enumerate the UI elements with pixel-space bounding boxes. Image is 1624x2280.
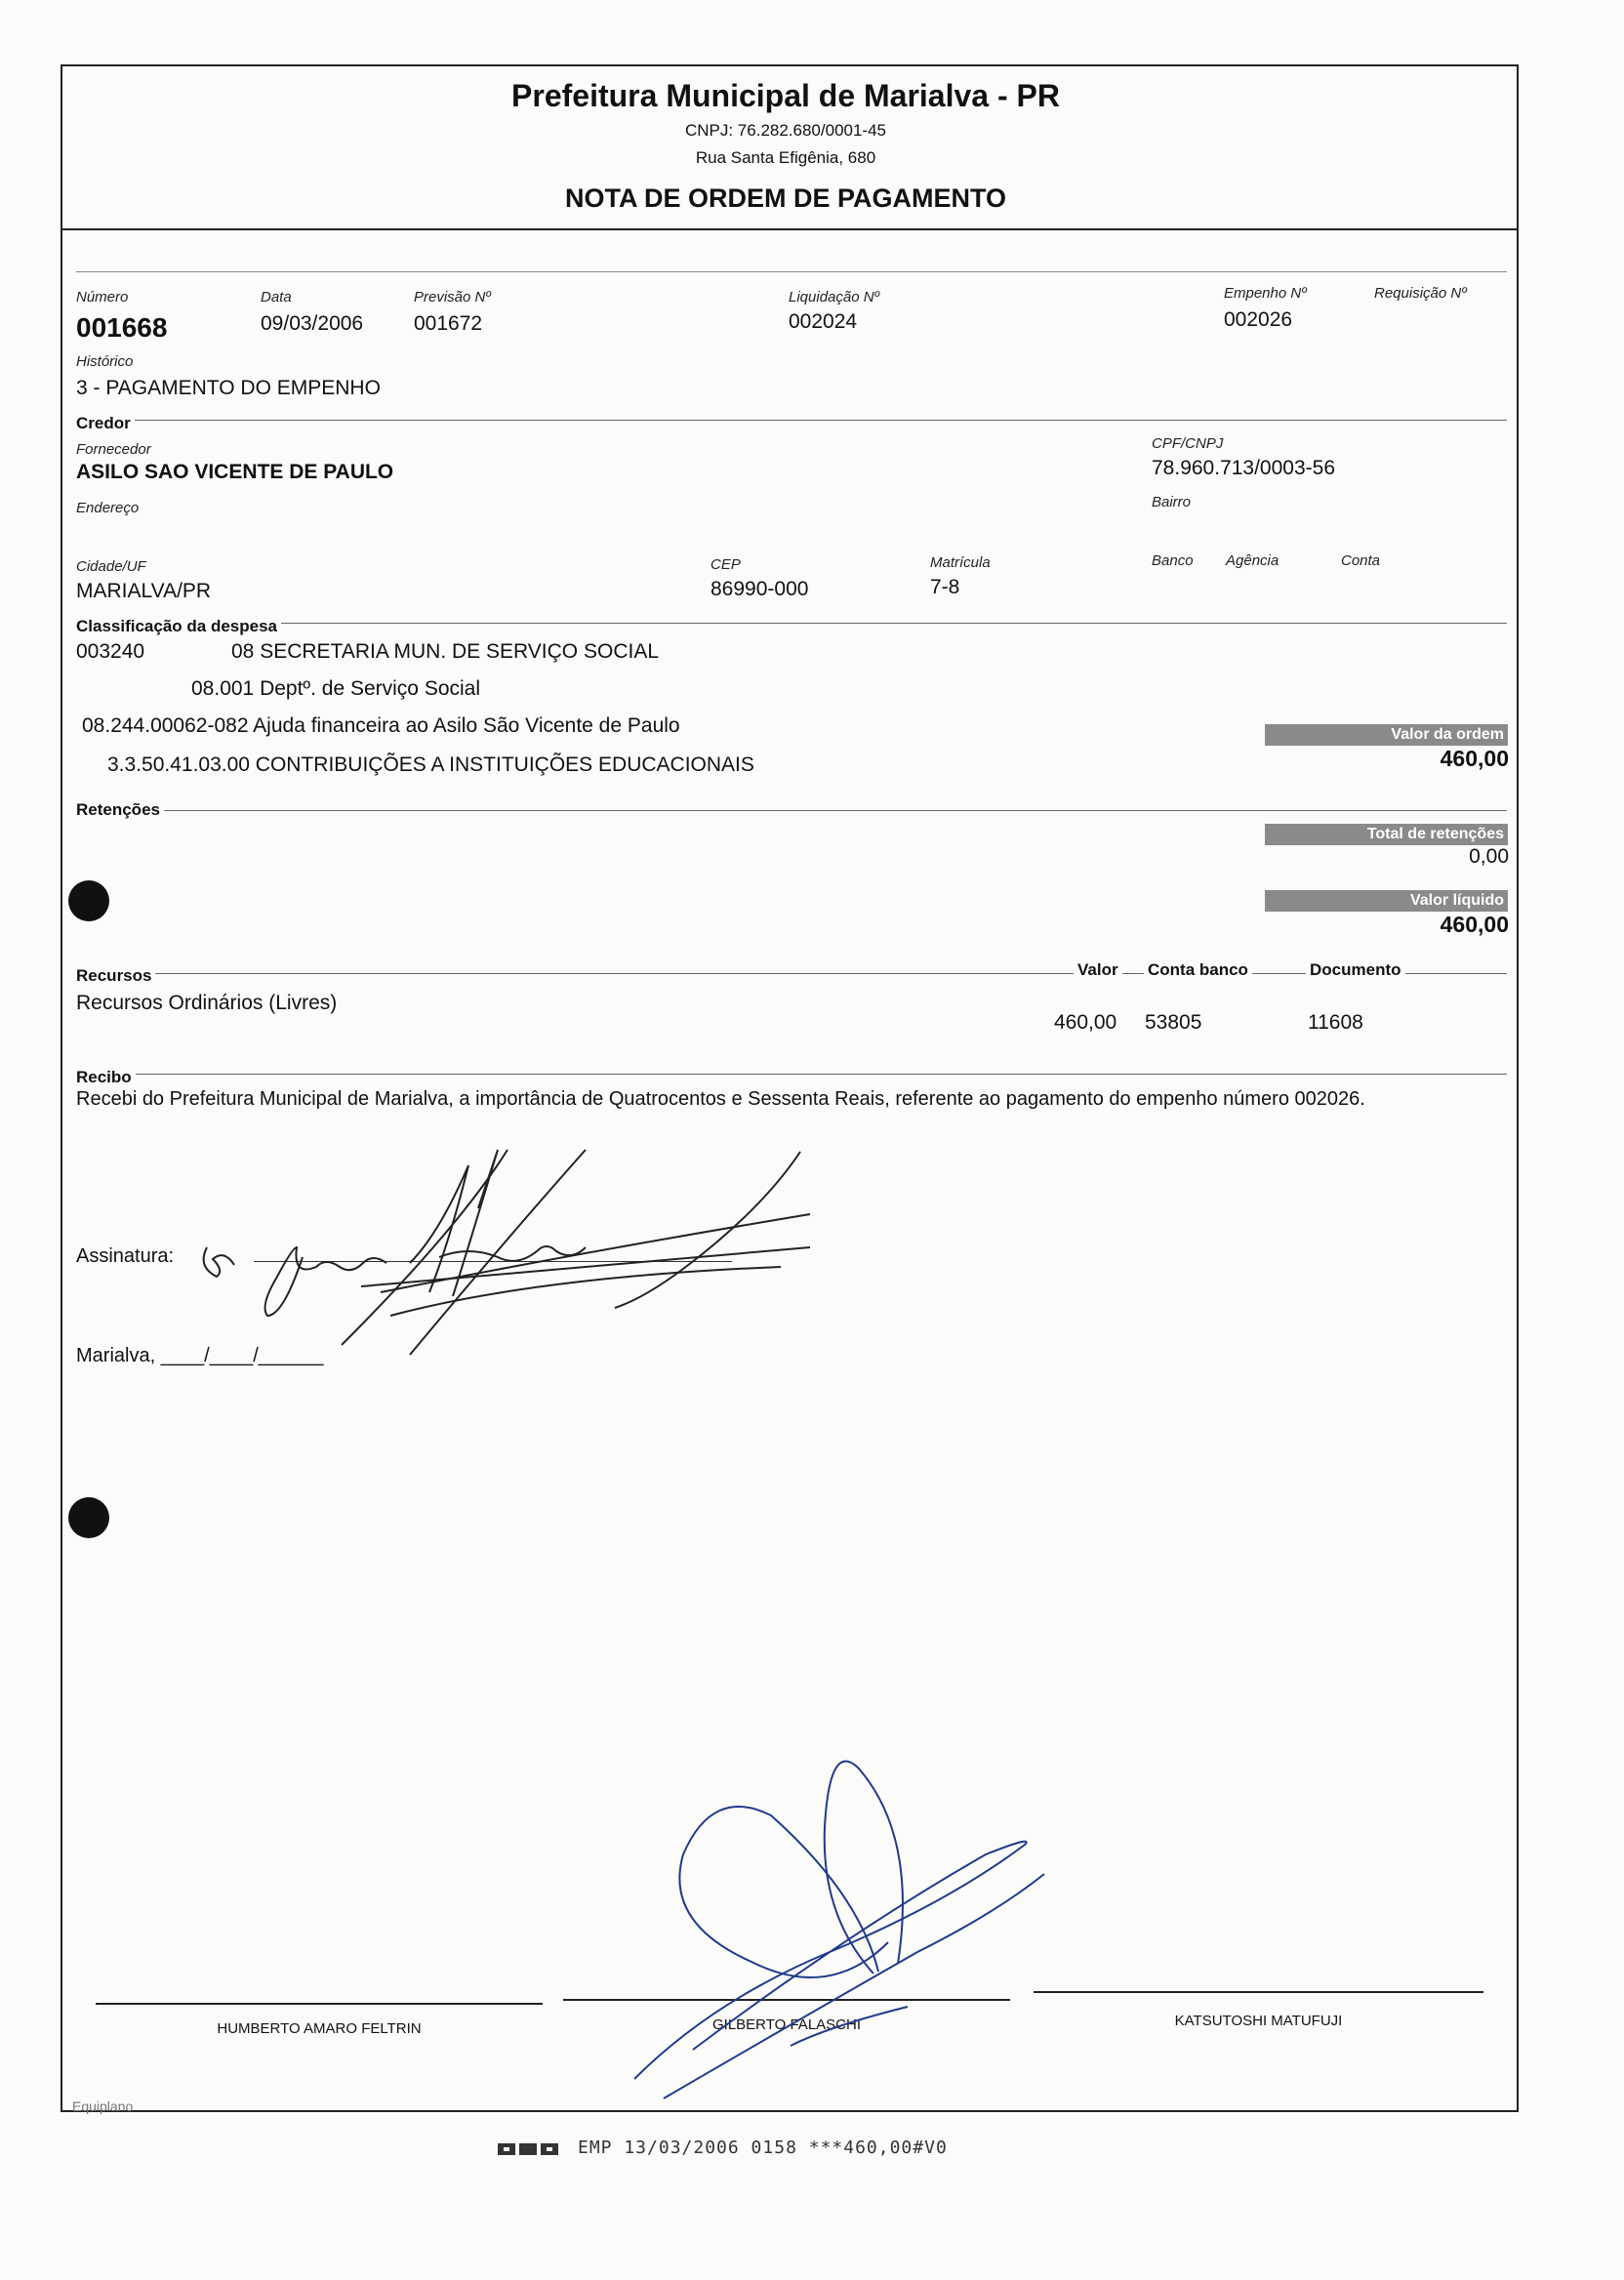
footer-brand: Equiplano (72, 2098, 134, 2114)
recursos-descricao: Recursos Ordinários (Livres) (76, 992, 338, 1014)
signature-line-3 (1034, 1991, 1483, 1993)
bairro-label: Bairro (1152, 494, 1192, 510)
numero-label: Número (76, 289, 129, 305)
classificacao-line1: 08 SECRETARIA MUN. DE SERVIÇO SOCIAL (231, 640, 660, 663)
data-label: Data (261, 289, 292, 305)
recibo-section: Recibo (76, 1068, 136, 1087)
empenho-value: 002026 (1224, 308, 1293, 331)
classificacao-line4: 3.3.50.41.03.00 CONTRIBUIÇÕES A INSTITUIÇÕES EDUCACIONAIS (107, 753, 754, 776)
recibo-signature (185, 1140, 849, 1364)
liquidacao-value: 002024 (789, 310, 858, 333)
liquidacao-label: Liquidação Nº (789, 289, 880, 305)
recursos-documento-header: Documento (1306, 960, 1405, 980)
document-title: NOTA DE ORDEM DE PAGAMENTO (564, 183, 1006, 213)
requisicao-label: Requisição Nº (1374, 285, 1467, 302)
cidade-value: MARIALVA/PR (76, 580, 212, 602)
cpf-value: 78.960.713/0003-56 (1152, 457, 1336, 479)
total-retencoes-value: 0,00 (1469, 845, 1509, 868)
valor-liquido-value: 460,00 (1440, 912, 1509, 937)
valor-ordem-value: 460,00 (1440, 746, 1509, 771)
credor-rule (76, 420, 1507, 421)
divider (76, 271, 1507, 272)
classificacao-line3: 08.244.00062-082 Ajuda financeira ao Asilo São Vicente de Paulo (82, 714, 680, 737)
fornecedor-label: Fornecedor (76, 441, 151, 458)
recibo-text: Recebi do Prefeitura Municipal de Marialva, a importância de Quatrocentos e Sessenta Reais, referente ao pagamento do empenho número 002026. (76, 1088, 1365, 1110)
empenho-label: Empenho Nº (1224, 285, 1307, 302)
recursos-conta-header: Conta banco (1144, 960, 1252, 980)
page-title: Prefeitura Municipal de Marialva - PR (511, 78, 1060, 113)
recursos-section: Recursos (76, 966, 155, 986)
recursos-conta: 53805 (1145, 1011, 1202, 1034)
recursos-valor-header: Valor (1074, 960, 1122, 980)
punch-hole (68, 1497, 109, 1538)
previsao-label: Previsão Nº (414, 289, 491, 305)
cnpj-text: CNPJ: 76.282.680/0001-45 (684, 121, 887, 140)
retencoes-rule (76, 810, 1507, 811)
matricula-label: Matrícula (930, 554, 991, 571)
cep-value: 86990-000 (710, 578, 809, 600)
recursos-valor: 460,00 (1054, 1011, 1117, 1034)
header-rule (61, 228, 1519, 230)
signatory-name-1: HUMBERTO AMARO FELTRIN (217, 2020, 422, 2037)
data-value: 09/03/2006 (261, 312, 364, 335)
total-retencoes-label: Total de retenções (1265, 824, 1508, 845)
numero-value: 001668 (76, 312, 168, 343)
historico-label: Histórico (76, 353, 134, 370)
bank-logo-icon (498, 2139, 562, 2159)
signatory-name-2: GILBERTO FALASCHI (712, 2016, 861, 2033)
classificacao-section: Classificação da despesa (76, 617, 281, 636)
fornecedor-value: ASILO SAO VICENTE DE PAULO (76, 461, 394, 483)
endereco-label: Endereço (76, 500, 140, 516)
agencia-label: Agência (1226, 552, 1279, 569)
banco-label: Banco (1152, 552, 1194, 569)
recursos-documento: 11608 (1308, 1011, 1363, 1034)
recibo-rule (76, 1074, 1507, 1075)
credor-section: Credor (76, 414, 135, 433)
matricula-value: 7-8 (930, 576, 960, 598)
cep-label: CEP (710, 556, 741, 573)
footer-stamp: EMP 13/03/2006 0158 ***460,00#V0 (578, 2138, 948, 2158)
classificacao-code: 003240 (76, 640, 145, 663)
address-text: Rua Santa Efigênia, 680 (695, 148, 876, 167)
gilberto-signature (615, 1757, 1064, 2108)
valor-ordem-label: Valor da ordem (1265, 724, 1508, 746)
cidade-label: Cidade/UF (76, 558, 146, 575)
conta-label: Conta (1341, 552, 1381, 569)
marialva-date-label: Marialva, ____/____/______ (76, 1345, 324, 1366)
valor-liquido-label: Valor líquido (1265, 890, 1508, 912)
cpf-label: CPF/CNPJ (1152, 435, 1224, 452)
retencoes-section: Retenções (76, 800, 164, 820)
punch-hole (68, 880, 109, 921)
recursos-rule (76, 973, 1507, 974)
classificacao-rule (76, 623, 1507, 624)
historico-value: 3 - PAGAMENTO DO EMPENHO (76, 377, 381, 399)
classificacao-line2: 08.001 Deptº. de Serviço Social (191, 677, 481, 700)
assinatura-label: Assinatura: (76, 1245, 175, 1267)
signature-line-1 (96, 2003, 543, 2005)
signatory-name-3: KATSUTOSHI MATUFUJI (1174, 2013, 1343, 2029)
previsao-value: 001672 (414, 312, 483, 335)
